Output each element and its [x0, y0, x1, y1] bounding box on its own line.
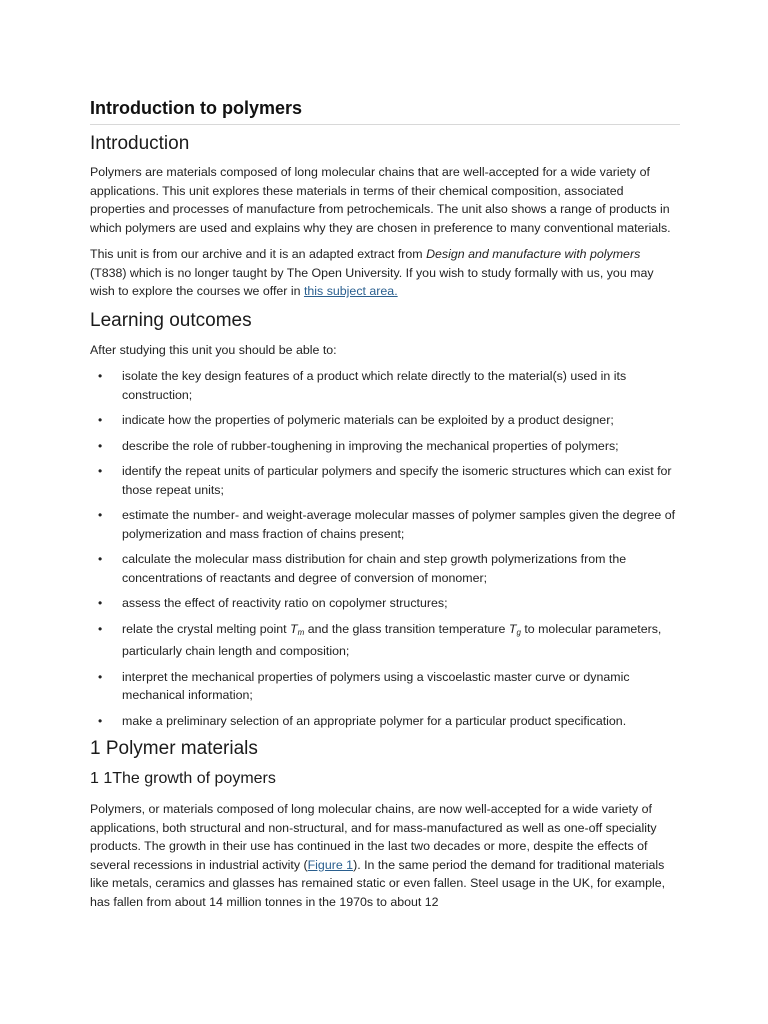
figure-1-link[interactable]: Figure 1 — [307, 857, 354, 872]
list-item — [90, 367, 680, 404]
intro-paragraph-2-text-cont: (T838) which is no longer taught by The Open University. If you wish to study formally with us, you may wish to explore the courses we offer in — [90, 265, 654, 298]
list-item — [90, 620, 680, 661]
course-title: Design and manufacture with polymers — [426, 247, 641, 261]
list-item — [90, 462, 680, 499]
bullet: • — [98, 621, 103, 636]
bullet: • — [98, 669, 103, 684]
bullet: • — [98, 369, 103, 383]
growth-of-polymers-subheading: 1 1The growth of poymers — [90, 770, 276, 787]
bullet: • — [98, 438, 103, 453]
list-item-text: interpret the mechanical properties of polymers using a viscoelastic master curve or dynamic mechanical information; — [122, 669, 630, 702]
learning-outcomes-list — [90, 367, 680, 730]
bullet: • — [98, 464, 103, 478]
list-item-text: assess the effect of reactivity ratio on copolymer structures; — [122, 596, 448, 610]
list-item — [90, 437, 680, 456]
tg-symbol: T — [508, 621, 517, 636]
list-item-text: indicate how the properties of polymeric materials can be exploited by a product designer; — [122, 413, 614, 427]
intro-paragraph-2 — [90, 245, 680, 301]
list-item-text — [122, 622, 661, 659]
list-item-text: calculate the molecular mass distribution for chain and step growth polymerizations from the concentrations of reactants and degree of conversion of monomer; — [122, 552, 627, 585]
list-item — [90, 668, 680, 705]
document-title: Introduction to polymers — [90, 96, 680, 125]
subject-area-link[interactable]: this subject area. — [303, 284, 398, 298]
growth-paragraph-text: Polymers, or materials composed of long molecular chains, are now well-accepted for a wide variety of applications, both structural and non-structural, and for mass-manufactured as well as one-off speciality products. The growth in their use has continued in the last two decades or more, despite the effects of several recessions in industrial activity ( — [90, 802, 657, 872]
intro-paragraph-2-text: This unit is from our archive and it is an adapted extract from — [90, 247, 427, 261]
tm-symbol: T — [290, 621, 298, 636]
tm-text-after: to molecular parameters, particularly chain length and composition; — [122, 621, 662, 658]
bullet: • — [98, 596, 103, 610]
list-item — [90, 550, 680, 587]
learning-outcomes-lead: After studying this unit you should be able to: — [90, 342, 337, 357]
list-item — [90, 594, 680, 613]
list-item-text: make a preliminary selection of an appropriate polymer for a particular product specification. — [122, 713, 627, 728]
bullet: • — [98, 552, 103, 566]
growth-paragraph-text-cont: ). In the same period the demand for traditional materials like metals, ceramics and glasses has remained static or even fallen. Steel usage in the UK, for example, has fallen from about 14 million tonnes in the 1970s to about 12 — [90, 857, 666, 909]
list-item-text: estimate the number- and weight-average molecular masses of polymer samples given the degree of polymerization and mass fraction of chains present; — [122, 508, 676, 541]
melting-point-symbol — [290, 622, 304, 636]
bullet: • — [98, 713, 103, 728]
list-item — [90, 506, 680, 543]
list-item-text: isolate the key design features of a product which relate directly to the material(s) used in its construction; — [122, 369, 627, 402]
intro-paragraph-1: Polymers are materials composed of long molecular chains that are well-accepted for a wide variety of applications. This unit explores these materials in terms of their chemical composition, associated properties and processes of manufacture from petrochemicals. The unit also shows a range of products in which polymers are used and explains why they are chosen in preference to many conventional materials. — [90, 165, 671, 235]
introduction-heading: Introduction — [90, 133, 190, 154]
glass-transition-symbol — [509, 622, 521, 636]
learning-outcomes-heading: Learning outcomes — [90, 309, 252, 331]
bullet: • — [98, 508, 103, 522]
growth-paragraph — [90, 800, 680, 911]
list-item — [90, 712, 680, 731]
list-item-text: describe the role of rubber-toughening in improving the mechanical properties of polymers; — [122, 438, 619, 453]
document-page — [90, 96, 680, 911]
tg-subscript: g — [516, 627, 521, 637]
list-item — [90, 411, 680, 430]
tm-text-before: relate the crystal melting point — [122, 621, 291, 636]
polymer-materials-heading: 1 Polymer materials — [90, 738, 258, 759]
tm-subscript: m — [297, 627, 305, 637]
list-item-text: identify the repeat units of particular polymers and specify the isomeric structures which can exist for those repeat units; — [122, 464, 672, 497]
tm-text-middle: and the glass transition temperature — [304, 621, 509, 636]
bullet: • — [98, 413, 103, 427]
